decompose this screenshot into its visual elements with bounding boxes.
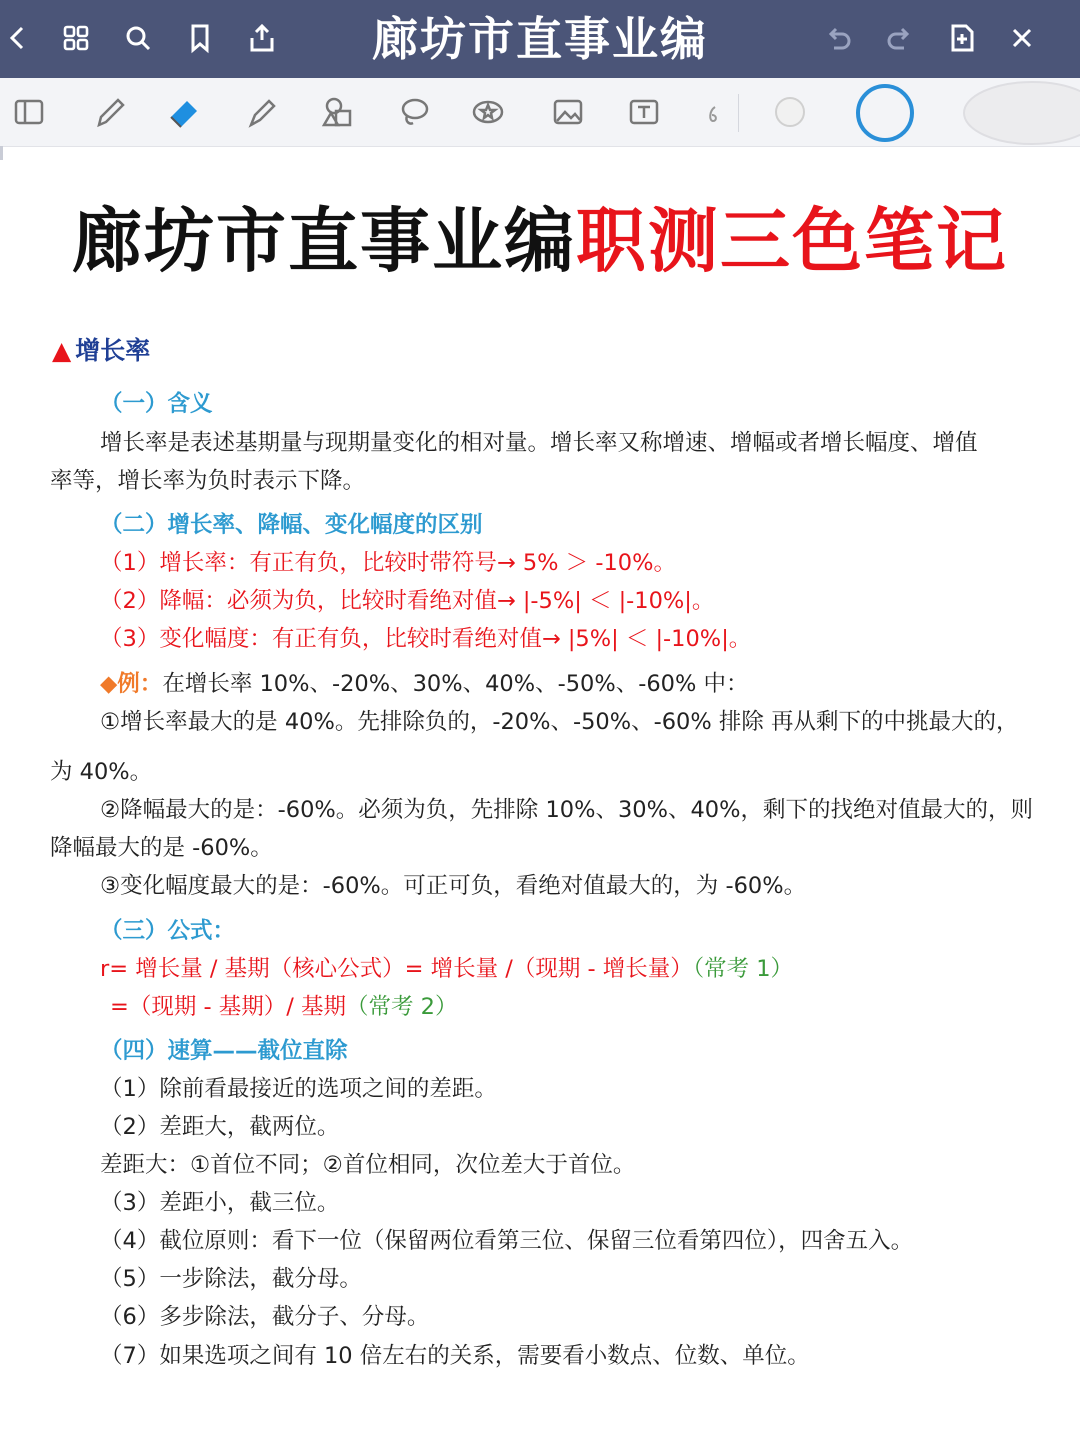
image-icon[interactable] <box>546 90 590 134</box>
formula-red: =（现期 - 基期）/ 基期 <box>110 994 347 1020</box>
paragraph-line: 增长率是表述基期量与现期量变化的相对量。增长率又称增速、增幅或者增长幅度、增值 <box>100 430 978 456</box>
list-item: （1）除前看最接近的选项之间的差距。 <box>100 1076 497 1102</box>
paragraph-line: ②降幅最大的是：-60%。必须为负，先排除 10%、30%、40%，剩下的找绝对值最大的，则 <box>100 797 1033 823</box>
list-item: （3）差距小，截三位。 <box>100 1190 340 1216</box>
subsection-title-1: （一）含义 <box>100 391 213 417</box>
highlighter-icon[interactable] <box>240 90 284 134</box>
pen-size-icon[interactable] <box>956 80 1080 146</box>
formula-red: r= 增长量 / 基期（核心公式）= 增长量 /（现期 - 增长量） <box>100 956 693 982</box>
undo-icon[interactable] <box>820 20 856 56</box>
list-item: （5）一步除法，截分母。 <box>100 1266 362 1292</box>
list-item: （1）增长率：有正有负，比较时带符号→ 5% ＞ -10%。 <box>100 550 676 576</box>
section-title-text: 增长率 <box>75 336 151 365</box>
formula-line <box>100 953 793 985</box>
formula-note: （常考 1） <box>692 956 794 982</box>
paragraph-line: 率等，增长率为负时表示下降。 <box>50 468 366 494</box>
paragraph-line: 降幅最大的是 -60%。 <box>50 835 273 861</box>
section-title <box>52 335 150 367</box>
drawing-toolbar <box>0 78 1080 147</box>
list-item: （2）差距大，截两位。 <box>100 1114 340 1140</box>
lasso-icon[interactable] <box>392 90 436 134</box>
text-icon[interactable] <box>622 90 666 134</box>
color-ring-blue-icon[interactable] <box>854 82 916 144</box>
subsection-title-4: （四）速算——截位直除 <box>100 1038 348 1064</box>
list-item: 差距大：①首位不同；②首位相同，次位差大于首位。 <box>100 1152 636 1178</box>
shapes-icon[interactable] <box>316 90 360 134</box>
list-item: （3）变化幅度：有正有负，比较时看绝对值→ |5%| ＜ |-10%|。 <box>100 626 752 652</box>
headline-black: 廊坊市直事业编 <box>72 200 576 282</box>
example-text: 在增长率 10%、-20%、30%、40%、-50%、-60% 中： <box>162 671 749 697</box>
close-icon[interactable] <box>1004 20 1040 56</box>
paragraph-line: 为 40%。 <box>50 759 153 785</box>
headline-red: 职测三色笔记 <box>576 200 1008 282</box>
page-headline <box>0 196 1080 286</box>
example-line <box>100 668 749 700</box>
sidebar-toggle-icon[interactable] <box>8 90 52 134</box>
eraser-icon[interactable] <box>162 90 206 134</box>
pen-icon[interactable] <box>88 90 132 134</box>
more-icon[interactable] <box>690 90 734 134</box>
window-title: 廊坊市直事业编 <box>372 12 708 66</box>
color-dot-light-icon[interactable] <box>768 90 812 134</box>
list-item: （2）降幅：必须为负，比较时看绝对值→ |-5%| ＜ |-10%|。 <box>100 588 715 614</box>
paragraph-line: ①增长率最大的是 40%。先排除负的，-20%、-50%、-60% 排除 再从剩下的中挑最大的， <box>100 709 1019 735</box>
sticker-icon[interactable] <box>466 90 510 134</box>
page-edge <box>0 146 3 160</box>
formula-line <box>110 991 457 1023</box>
triangle-marker-icon: ▲ <box>52 336 72 365</box>
example-label: ◆例： <box>100 671 163 697</box>
add-page-icon[interactable] <box>944 20 980 56</box>
paragraph-line: ③变化幅度最大的是：-60%。可正可负，看绝对值最大的，为 -60%。 <box>100 873 807 899</box>
formula-note: （常考 2） <box>346 994 458 1020</box>
toolbar-divider <box>738 94 739 132</box>
list-item: （7）如果选项之间有 10 倍左右的关系，需要看小数点、位数、单位。 <box>100 1343 810 1369</box>
app-top-bar <box>0 0 1080 78</box>
subsection-title-2: （二）增长率、降幅、变化幅度的区别 <box>100 512 483 538</box>
subsection-title-3: （三）公式： <box>100 918 236 944</box>
redo-icon[interactable] <box>882 20 918 56</box>
list-item: （6）多步除法，截分子、分母。 <box>100 1304 430 1330</box>
list-item: （4）截位原则：看下一位（保留两位看第三位、保留三位看第四位），四舍五入。 <box>100 1228 914 1254</box>
